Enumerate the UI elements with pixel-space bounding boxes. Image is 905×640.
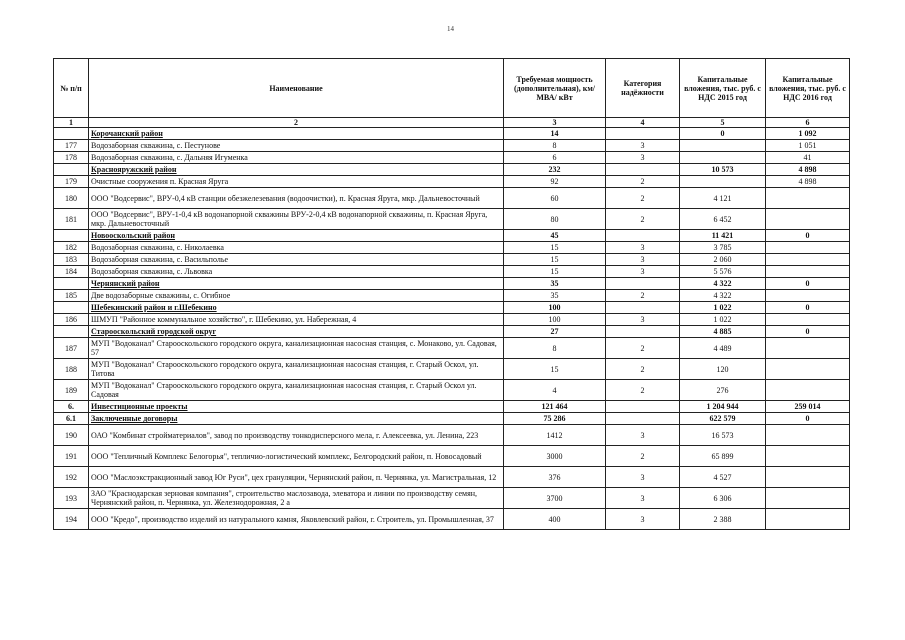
row-capex-2015: 3 785 [680, 242, 766, 254]
row-power: 400 [504, 509, 606, 530]
row-capex-2016: 259 014 [766, 401, 850, 413]
table-row [54, 176, 850, 188]
row-number: 192 [54, 467, 89, 488]
row-category: 3 [606, 242, 680, 254]
row-category: 3 [606, 266, 680, 278]
row-name: Очистные сооружения п. Красная Яруга [89, 176, 504, 188]
row-category: 2 [606, 446, 680, 467]
row-power: 15 [504, 266, 606, 278]
row-category [606, 278, 680, 290]
row-capex-2016 [766, 188, 850, 209]
header-name: Наименование [89, 59, 504, 118]
row-power: 14 [504, 128, 606, 140]
row-name: МУП "Водоканал" Старооскольского городского округа, канализационная насосная станция, с. Монаково, ул. Садовая, 57 [89, 338, 504, 359]
row-capex-2015: 622 579 [680, 413, 766, 425]
section-row [54, 326, 850, 338]
table-row [54, 338, 850, 359]
row-capex-2016 [766, 446, 850, 467]
row-name: Старооскольский городской округ [89, 326, 504, 338]
row-capex-2015: 120 [680, 359, 766, 380]
row-power: 1412 [504, 425, 606, 446]
row-number [54, 302, 89, 314]
row-category: 2 [606, 359, 680, 380]
row-number: 177 [54, 140, 89, 152]
row-capex-2016: 0 [766, 278, 850, 290]
table-row [54, 425, 850, 446]
row-category [606, 413, 680, 425]
row-capex-2015: 6 452 [680, 209, 766, 230]
table-row [54, 209, 850, 230]
row-capex-2015: 4 489 [680, 338, 766, 359]
row-capex-2015 [680, 140, 766, 152]
table-row [54, 314, 850, 326]
row-category: 2 [606, 290, 680, 302]
header-power: Требуемая мощность (дополнительная), км/ МВА/ кВт [504, 59, 606, 118]
column-number: 2 [89, 118, 504, 128]
row-power: 100 [504, 302, 606, 314]
row-capex-2015: 10 573 [680, 164, 766, 176]
row-capex-2015 [680, 152, 766, 164]
row-number: 187 [54, 338, 89, 359]
row-number: 6.1 [54, 413, 89, 425]
row-power: 4 [504, 380, 606, 401]
row-name: Корочанский район [89, 128, 504, 140]
header-number: № п/п [54, 59, 89, 118]
row-capex-2015 [680, 176, 766, 188]
section-row [54, 230, 850, 242]
row-capex-2015: 276 [680, 380, 766, 401]
row-name: Заключенные договоры [89, 413, 504, 425]
column-number: 4 [606, 118, 680, 128]
row-power: 376 [504, 467, 606, 488]
row-capex-2015: 1 022 [680, 314, 766, 326]
column-numbers-row [54, 118, 850, 128]
row-category: 2 [606, 380, 680, 401]
row-capex-2016 [766, 425, 850, 446]
header-capex-2015: Капитальные вложения, тыс. руб. с НДС 2015 год [680, 59, 766, 118]
row-capex-2016 [766, 314, 850, 326]
row-category: 3 [606, 314, 680, 326]
column-number: 1 [54, 118, 89, 128]
row-power: 92 [504, 176, 606, 188]
row-capex-2015: 4 322 [680, 290, 766, 302]
row-power: 3700 [504, 488, 606, 509]
table-row [54, 290, 850, 302]
column-number: 6 [766, 118, 850, 128]
row-category: 3 [606, 152, 680, 164]
row-name: ООО "Тепличный Комплекс Белогорья", тепличио-логистический комплекс, Белгородский район, п. Новосадовый [89, 446, 504, 467]
row-capex-2015: 5 576 [680, 266, 766, 278]
row-capex-2016 [766, 209, 850, 230]
row-name: ООО "Водсервис", ВРУ-0,4 кВ станции обезжелезевания (водоочистки), п. Красная Яруга, мкр. Дальневосточный [89, 188, 504, 209]
row-name: Две водозаборные скважины, с. Огибное [89, 290, 504, 302]
table-row [54, 467, 850, 488]
row-number: 6. [54, 401, 89, 413]
row-capex-2016: 41 [766, 152, 850, 164]
row-capex-2015: 0 [680, 128, 766, 140]
row-power: 60 [504, 188, 606, 209]
row-category [606, 326, 680, 338]
table-row [54, 140, 850, 152]
row-number: 190 [54, 425, 89, 446]
row-capex-2015: 1 022 [680, 302, 766, 314]
row-power: 35 [504, 278, 606, 290]
row-category: 3 [606, 509, 680, 530]
row-capex-2016: 1 092 [766, 128, 850, 140]
row-category [606, 128, 680, 140]
row-capex-2016 [766, 380, 850, 401]
row-capex-2016: 0 [766, 230, 850, 242]
row-number: 181 [54, 209, 89, 230]
row-capex-2015: 4 885 [680, 326, 766, 338]
row-number: 194 [54, 509, 89, 530]
row-number: 180 [54, 188, 89, 209]
row-number: 189 [54, 380, 89, 401]
row-category [606, 230, 680, 242]
row-category: 3 [606, 467, 680, 488]
row-number: 178 [54, 152, 89, 164]
row-capex-2015: 2 388 [680, 509, 766, 530]
row-name: ООО "Маслоэкстракционный завод Юг Руси", цех грануляции, Чернянский район, п. Чернянка, ул. Магистральная, 12 [89, 467, 504, 488]
row-capex-2015: 16 573 [680, 425, 766, 446]
table-row [54, 446, 850, 467]
row-capex-2016 [766, 488, 850, 509]
row-power: 80 [504, 209, 606, 230]
table-row [54, 266, 850, 278]
row-capex-2016: 4 898 [766, 176, 850, 188]
section-row [54, 278, 850, 290]
row-power: 15 [504, 359, 606, 380]
row-category: 2 [606, 209, 680, 230]
row-name: Водозаборная скважина, с. Николаевка [89, 242, 504, 254]
row-category: 3 [606, 254, 680, 266]
table-row [54, 188, 850, 209]
row-name: Краснояружский район [89, 164, 504, 176]
row-power: 6 [504, 152, 606, 164]
row-power: 8 [504, 338, 606, 359]
section-row [54, 302, 850, 314]
row-power: 121 464 [504, 401, 606, 413]
row-capex-2015: 6 306 [680, 488, 766, 509]
row-name: ЗАО "Краснодарская зерновая компания", строительство маслозавода, элеватора и линии по производству семян, Чернянский район, п. Чернянка, ул. Железнодорожная, 2 а [89, 488, 504, 509]
row-number [54, 128, 89, 140]
row-name: Новооскольский район [89, 230, 504, 242]
row-name: Водозаборная скважина, с. Васильполье [89, 254, 504, 266]
table-row [54, 254, 850, 266]
row-power: 100 [504, 314, 606, 326]
row-power: 35 [504, 290, 606, 302]
row-power: 45 [504, 230, 606, 242]
row-category: 2 [606, 176, 680, 188]
row-number [54, 230, 89, 242]
row-name: ООО "Кредо", производство изделий из натурального камня, Яковлевский район, г. Строитель, ул. Промышленная, 37 [89, 509, 504, 530]
row-capex-2015: 11 421 [680, 230, 766, 242]
row-capex-2016 [766, 338, 850, 359]
column-number: 3 [504, 118, 606, 128]
page-number: 14 [447, 25, 454, 33]
row-name: ШМУП "Районное коммунальное хозяйство", г. Шебекино, ул. Набережная, 4 [89, 314, 504, 326]
row-capex-2016: 1 051 [766, 140, 850, 152]
row-name: Водозаборная скважина, с. Пестунове [89, 140, 504, 152]
table-row [54, 488, 850, 509]
table-row [54, 509, 850, 530]
row-capex-2016 [766, 509, 850, 530]
row-capex-2015: 4 527 [680, 467, 766, 488]
row-capex-2016 [766, 254, 850, 266]
row-number [54, 164, 89, 176]
table-body [54, 128, 850, 530]
header-capex-2016: Капитальные вложения, тыс. руб. с НДС 2016 год [766, 59, 850, 118]
header-category: Категория надёжности [606, 59, 680, 118]
row-capex-2016 [766, 359, 850, 380]
row-number [54, 326, 89, 338]
row-capex-2016 [766, 242, 850, 254]
row-number: 186 [54, 314, 89, 326]
row-capex-2016: 4 898 [766, 164, 850, 176]
row-capex-2016: 0 [766, 413, 850, 425]
row-number: 179 [54, 176, 89, 188]
row-capex-2016 [766, 467, 850, 488]
row-category: 2 [606, 338, 680, 359]
row-name: ООО "Водсервис", ВРУ-1-0,4 кВ водонапорной скважины ВРУ-2-0,4 кВ водонапорной скважины, п. Красная Яруга, мкр. Дальневосточный [89, 209, 504, 230]
row-capex-2016: 0 [766, 302, 850, 314]
row-power: 232 [504, 164, 606, 176]
row-number: 184 [54, 266, 89, 278]
row-category: 2 [606, 188, 680, 209]
section-row [54, 413, 850, 425]
section-row [54, 128, 850, 140]
table-row [54, 380, 850, 401]
table-row [54, 359, 850, 380]
row-name: Водозаборная скважина, с. Дальняя Игуменка [89, 152, 504, 164]
row-name: Шебекинский район и г.Шебекино [89, 302, 504, 314]
row-name: Чернянский район [89, 278, 504, 290]
row-power: 8 [504, 140, 606, 152]
row-number: 193 [54, 488, 89, 509]
row-name: Инвестиционные проекты [89, 401, 504, 413]
section-row [54, 164, 850, 176]
row-capex-2015: 4 121 [680, 188, 766, 209]
row-power: 3000 [504, 446, 606, 467]
row-category: 3 [606, 488, 680, 509]
row-capex-2016: 0 [766, 326, 850, 338]
row-name: Водозаборная скважина, с. Львовка [89, 266, 504, 278]
row-name: ОАО "Комбинат стройматериалов", завод по производству тонкодисперсного мела, г. Алексеевка, ул. Ленина, 223 [89, 425, 504, 446]
row-capex-2016 [766, 290, 850, 302]
row-number: 191 [54, 446, 89, 467]
row-category [606, 401, 680, 413]
row-category [606, 164, 680, 176]
row-number: 185 [54, 290, 89, 302]
row-number: 188 [54, 359, 89, 380]
row-capex-2015: 4 322 [680, 278, 766, 290]
row-power: 75 286 [504, 413, 606, 425]
row-power: 15 [504, 254, 606, 266]
table-row [54, 242, 850, 254]
row-category: 3 [606, 140, 680, 152]
investment-table [53, 58, 850, 530]
row-capex-2015: 1 204 944 [680, 401, 766, 413]
table-row [54, 152, 850, 164]
row-category: 3 [606, 425, 680, 446]
row-name: МУП "Водоканал" Старооскольского городского округа, канализационная насосная станция, г. Старый Оскол ул. Садовая [89, 380, 504, 401]
row-number [54, 278, 89, 290]
row-power: 15 [504, 242, 606, 254]
row-name: МУП "Водоканал" Старооскольского городского округа, канализационная насосная станция, г. Старый Оскол, ул. Титова [89, 359, 504, 380]
table-header-row [54, 59, 850, 118]
row-power: 27 [504, 326, 606, 338]
row-capex-2015: 65 899 [680, 446, 766, 467]
section-row [54, 401, 850, 413]
row-number: 183 [54, 254, 89, 266]
row-category [606, 302, 680, 314]
row-capex-2015: 2 060 [680, 254, 766, 266]
row-number: 182 [54, 242, 89, 254]
row-capex-2016 [766, 266, 850, 278]
column-number: 5 [680, 118, 766, 128]
